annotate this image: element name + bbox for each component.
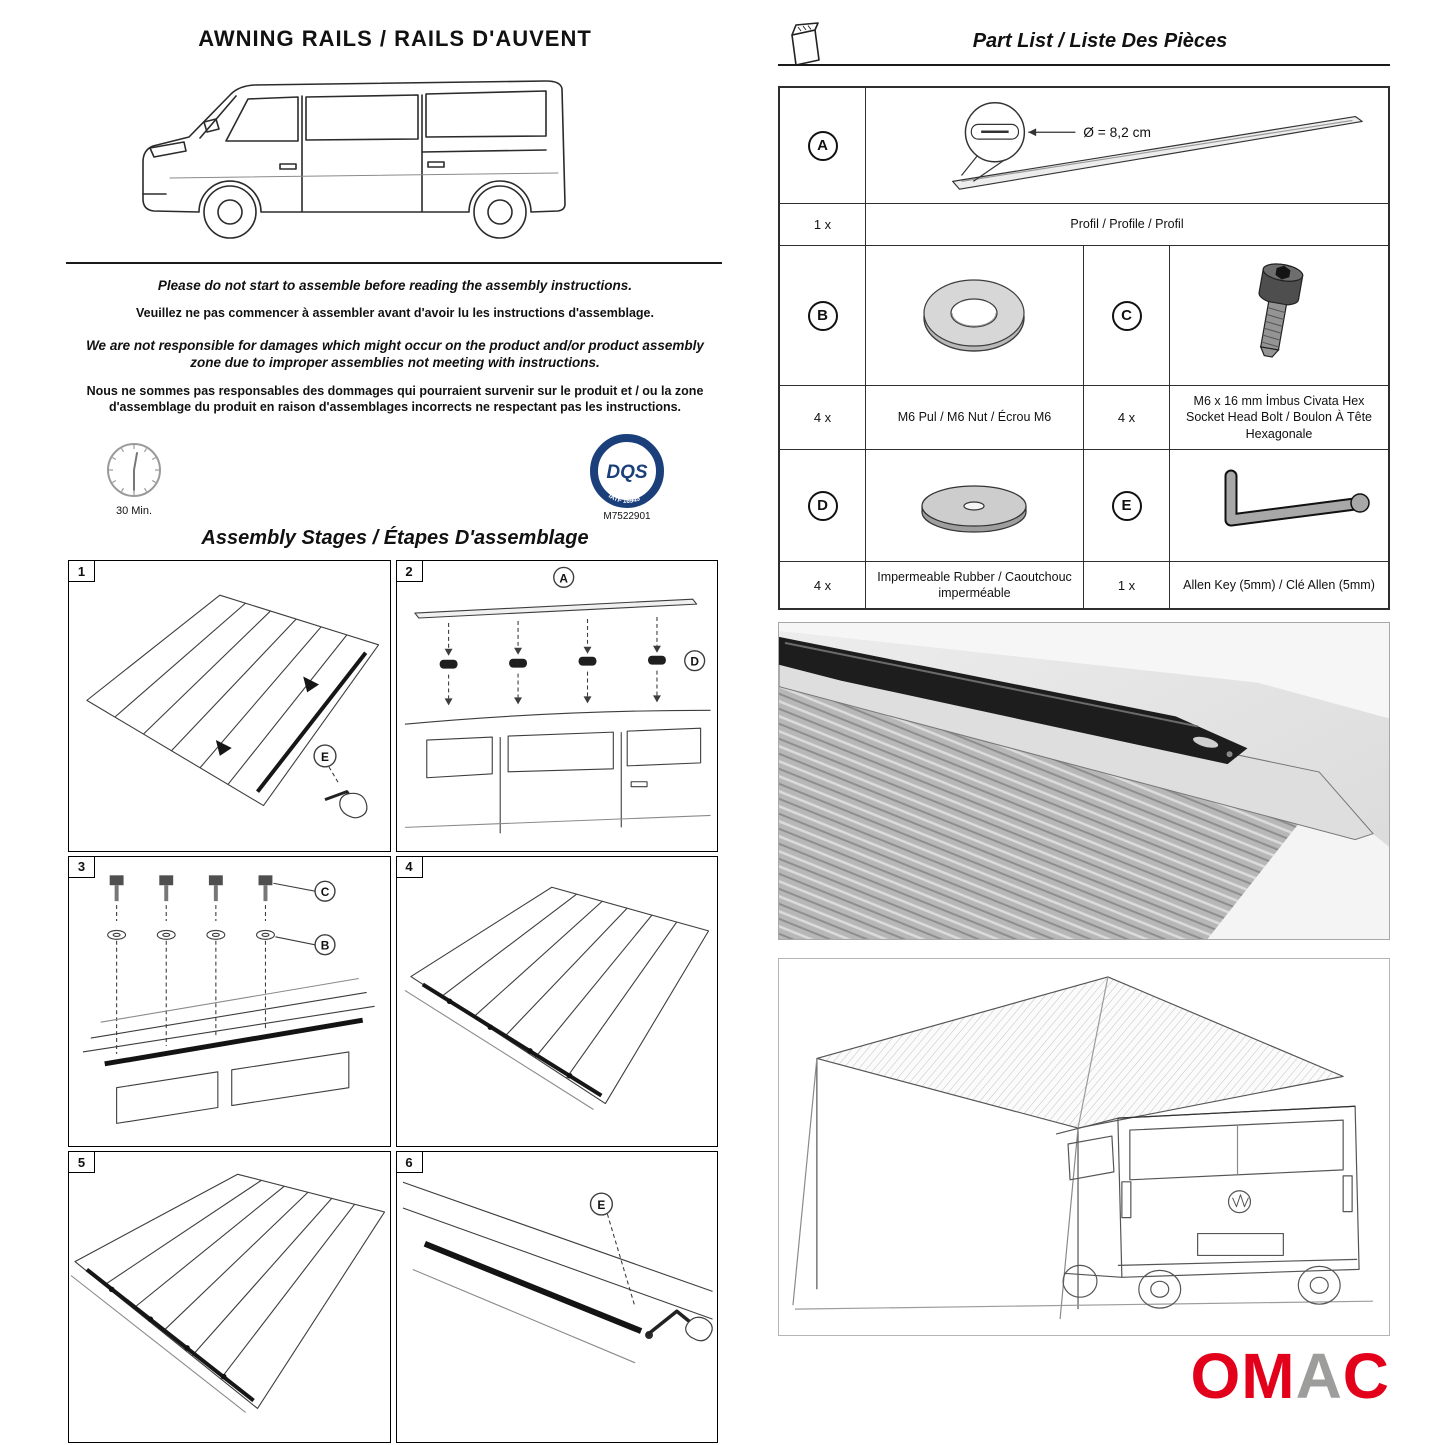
stage-number-3: 3 [69, 857, 95, 878]
page-title: AWNING RAILS / RAILS D'AUVENT [198, 26, 592, 51]
part-c-desc: M6 x 16 mm İmbus Civata Hex Socket Head Bolt / Boulon À Tête Hexagonale [1170, 386, 1388, 450]
part-a-badge-cell [780, 88, 866, 204]
awning-usage-drawing [778, 958, 1390, 1336]
divider-top [66, 262, 722, 264]
dqs-logo [590, 434, 664, 508]
part-e-desc: Allen Key (5mm) / Clé Allen (5mm) [1183, 577, 1375, 592]
rail-photo-drawing [779, 623, 1389, 939]
part-e-badge-cell [1084, 450, 1170, 562]
part-list-title: Part List / Liste Des Pièces [972, 30, 1228, 52]
part-d-desc: Impermeable Rubber / Caoutchouc imperméable [866, 562, 1084, 608]
stage-panel-5 [68, 1151, 391, 1443]
stage-3-label-b: B [320, 938, 330, 953]
part-d-drawing-cell [866, 450, 1084, 562]
stage-1-drawing [69, 561, 390, 851]
assembly-stages-title: Assembly Stages / Étapes D'assemblage [201, 527, 589, 549]
stage-4-drawing [397, 857, 718, 1147]
part-b-desc: M6 Pul / M6 Nut / Écrou M6 [866, 386, 1084, 450]
stage-6-label-e: E [596, 1198, 605, 1213]
parts-bag-icon [786, 22, 824, 68]
part-a-badge: A [808, 131, 838, 161]
dqs-code: M7522901 [603, 511, 651, 522]
part-c-qty: 4 x [1084, 386, 1170, 450]
stage-panel-6 [396, 1151, 719, 1443]
stage-number-6: 6 [397, 1152, 423, 1173]
part-b-drawing-cell [866, 246, 1084, 386]
brand-letter-c: C [1342, 1340, 1390, 1412]
stage-panel-3 [68, 856, 391, 1148]
stage-panel-1 [68, 560, 391, 852]
stage-panel-4 [396, 856, 719, 1148]
warning-en-1: Please do not start to assemble before reading the assembly instructions. [157, 278, 633, 293]
part-list-underline [778, 64, 1390, 66]
part-c-drawing-cell [1170, 246, 1388, 386]
stage-panel-2 [396, 560, 719, 852]
warning-fr-1: Veuillez ne pas commencer à assembler avant d'avoir lu les instructions d'assemblage. [136, 306, 654, 320]
stage-number-4: 4 [397, 857, 423, 878]
part-a-desc: Profil / Profile / Profil [866, 204, 1388, 246]
warning-fr-2: Nous ne sommes pas responsables des dommages qui pourraient survenir sur le produit et / ou la zone d'assemblage du produit en raison d'assemblages incorrects ne respectant pas les instructions. [86, 384, 704, 414]
brand-letter-m: M [1241, 1340, 1296, 1412]
assembly-time-label: 30 Min. [115, 505, 153, 517]
part-a-drawing-cell [866, 88, 1388, 204]
part-d-badge-cell [780, 450, 866, 562]
profile-rail-icon [877, 91, 1377, 201]
stage-number-1: 1 [69, 561, 95, 582]
stage-number-5: 5 [69, 1152, 95, 1173]
part-e-badge: E [1112, 491, 1142, 521]
stage-2-label-d: D [689, 654, 699, 669]
van-side-icon [110, 66, 675, 258]
stage-2-label-a: A [558, 571, 568, 586]
stage-5-drawing [69, 1152, 390, 1442]
brand-letter-o: O [1190, 1340, 1242, 1412]
rail-detail-photo [778, 622, 1390, 940]
nut-washer-icon [900, 256, 1050, 376]
assembly-stages-grid [68, 560, 718, 1443]
part-e-drawing-cell [1170, 450, 1388, 562]
part-c-badge: C [1112, 301, 1142, 331]
part-d-badge: D [808, 491, 838, 521]
profile-diameter-label: Ø = 8,2 cm [1083, 124, 1151, 140]
stage-3-label-c: C [320, 884, 330, 899]
stage-6-drawing [397, 1152, 718, 1442]
stage-number-2: 2 [397, 561, 423, 582]
van-side-drawing [110, 66, 675, 260]
part-b-badge-cell [780, 246, 866, 386]
stage-3-drawing [69, 857, 390, 1147]
rubber-washer-icon [900, 454, 1050, 558]
part-b-badge: B [808, 301, 838, 331]
clock-icon [104, 440, 164, 500]
part-c-badge-cell [1084, 246, 1170, 386]
part-a-qty: 1 x [780, 204, 866, 246]
parts-table [778, 86, 1390, 610]
stage-1-label-e: E [321, 749, 329, 764]
stage-2-drawing [397, 561, 718, 851]
dqs-name-text: DQS [606, 462, 648, 483]
awning-scene [779, 959, 1389, 1335]
part-d-qty: 4 x [780, 562, 866, 608]
part-b-qty: 4 x [780, 386, 866, 450]
hex-bolt-icon [1204, 250, 1354, 382]
brand-logo [1120, 1340, 1390, 1412]
warning-en-2: We are not responsible for damages which might occur on the product and/or product assembly zone due to improper assemblies not meeting with instructions. [86, 338, 704, 370]
brand-letter-a: A [1295, 1340, 1343, 1412]
allen-key-icon [1179, 454, 1379, 558]
part-e-qty: 1 x [1084, 562, 1170, 608]
dqs-cert-text: IATF 16949 [607, 492, 642, 506]
